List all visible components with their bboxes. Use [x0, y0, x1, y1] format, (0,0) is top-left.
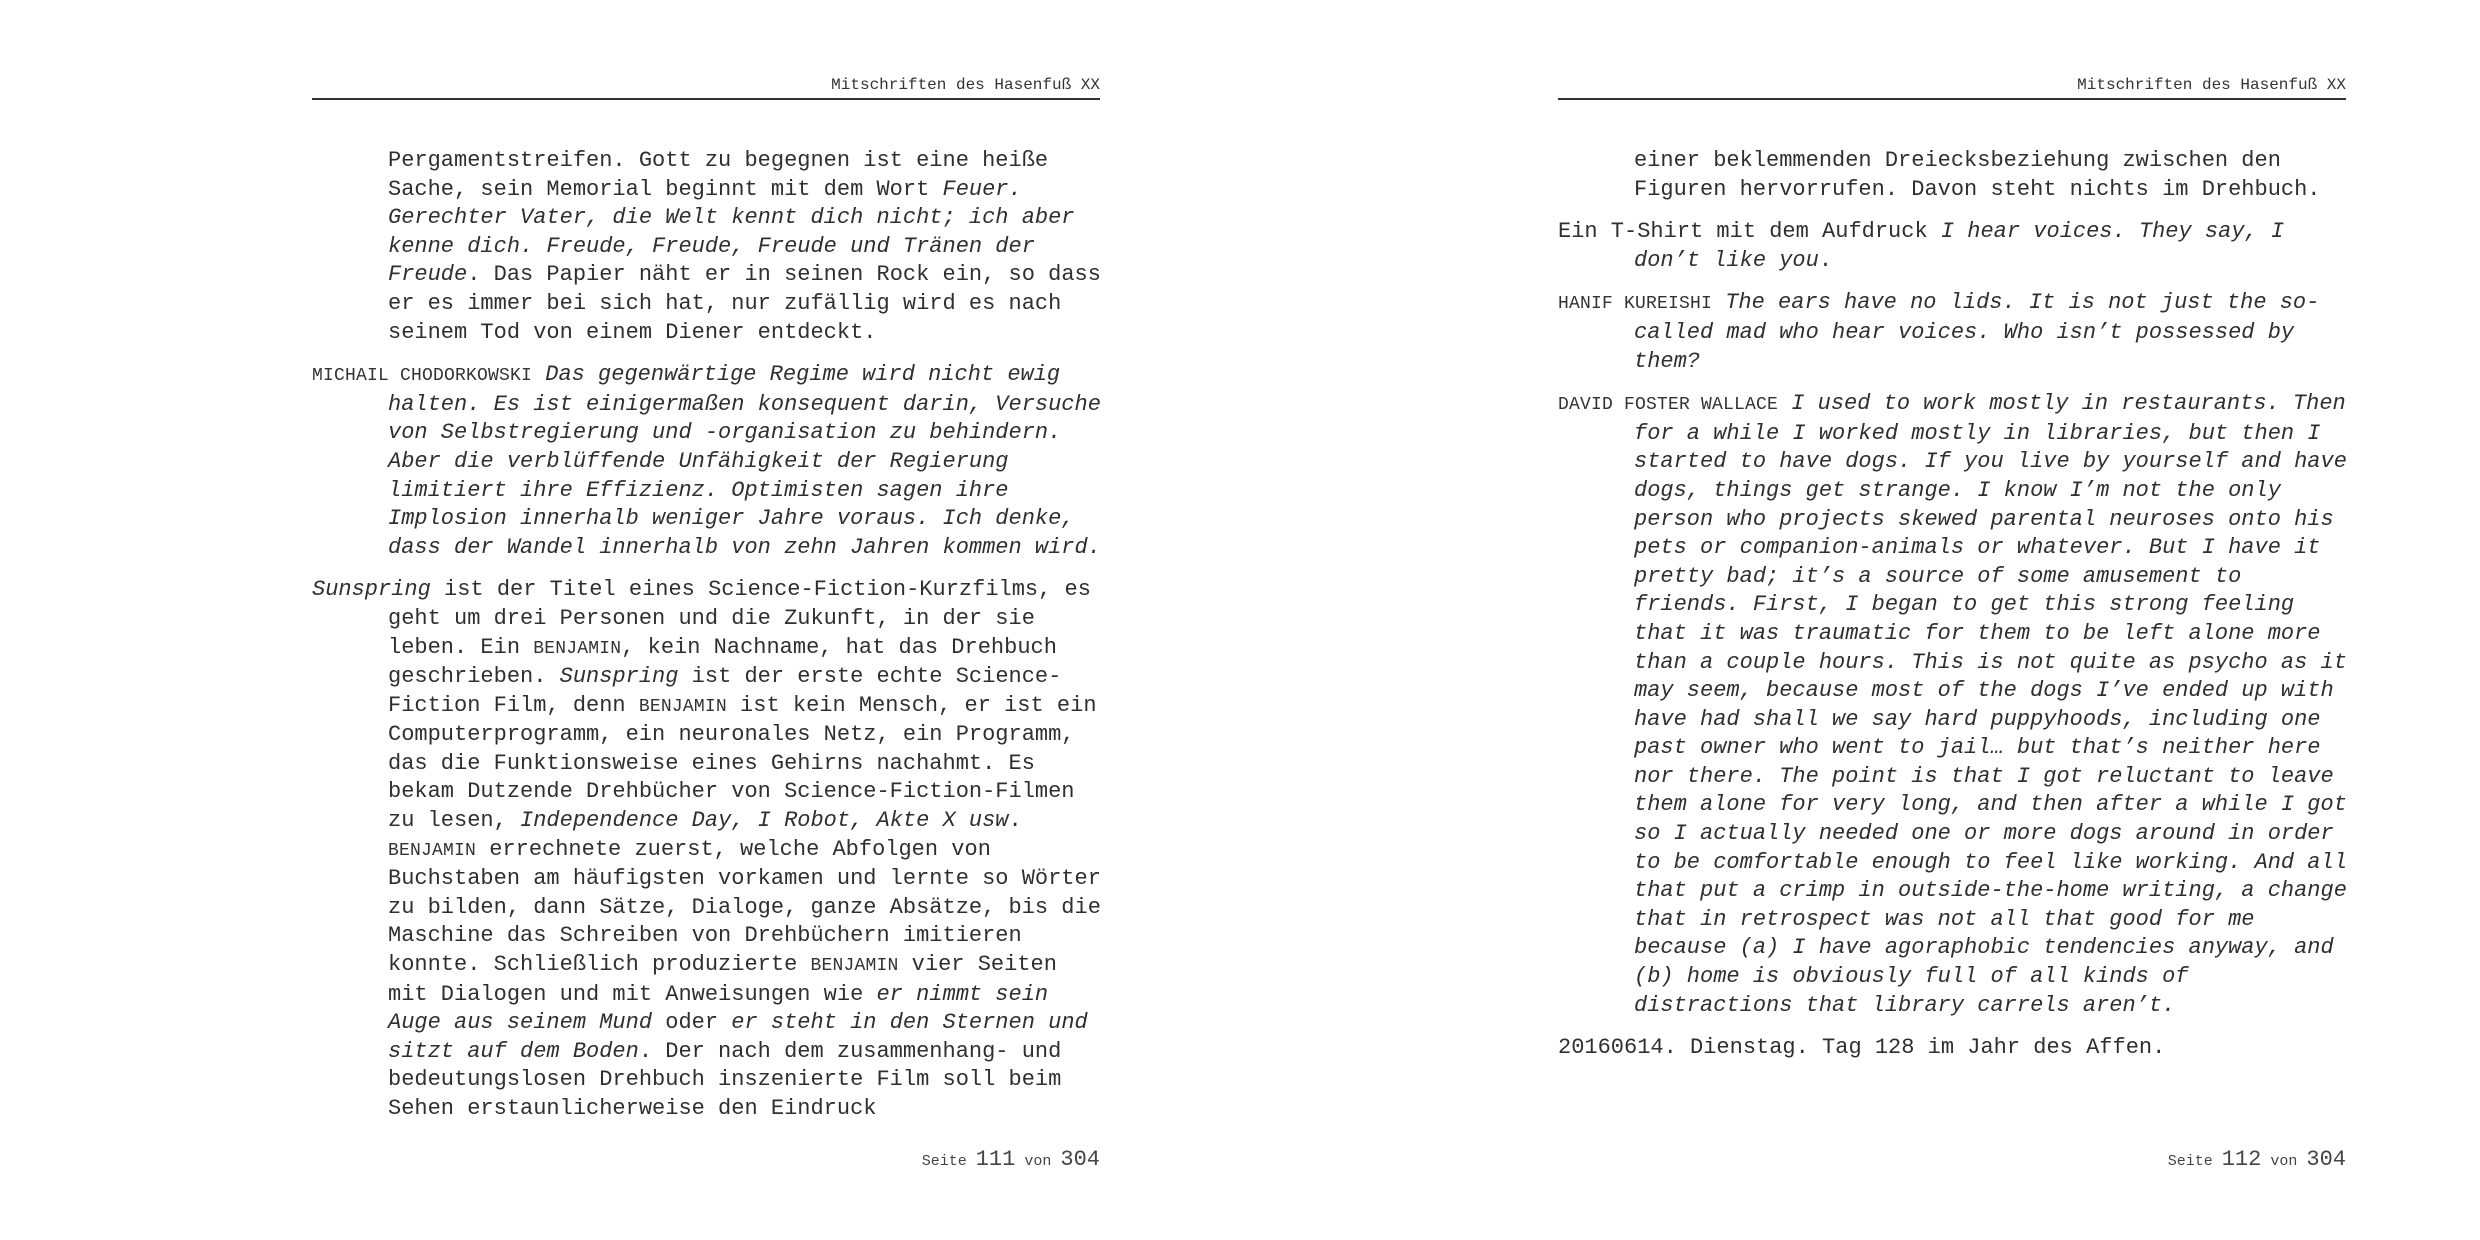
text-run: ist kein Mensch, er ist ein Computerprogramm, ein neuronales Netz, ein Programm, das die Funktionsweise eines Gehirns nachahmt. Es bekam Dutzende Drehbücher von Science-Fiction-Filmen zu lesen,: [388, 692, 1097, 834]
text-run: ist der erste echte Science-Fiction Film, denn: [388, 664, 1062, 718]
text-run: .: [1008, 808, 1022, 834]
running-header: Mitschriften des Hasenfuß XX: [312, 72, 1100, 100]
paragraph-tshirt: [1558, 218, 2348, 275]
name-run: BENJAMIN: [388, 840, 477, 861]
title-run: Sunspring: [559, 664, 679, 690]
text-run: ist der Titel eines Science-Fiction-Kurzfilms, es geht um drei Personen und die Zukunft, in der sie leben. Ein: [388, 577, 1091, 660]
name-run: BENJAMIN: [638, 696, 727, 717]
text-run: . Das Papier näht er in seinen Rock ein, so dass er es immer bei sich hat, nur zufällig wird es nach seinem Tod von einem Diener entdeckt.: [388, 262, 1101, 345]
name-run: BENJAMIN: [810, 956, 899, 977]
text-run: .: [1818, 247, 1833, 273]
quote-run: I hear voices. They say, I don’t like you: [1634, 219, 2285, 273]
quote-run: Feuer. Gerechter Vater, die Welt kennt dich nicht; ich aber kenne dich. Freude, Freude, Freude und Tränen der Freude: [388, 176, 1075, 288]
speaker-name: HANIF KUREISHI: [1558, 294, 1713, 315]
page-total: 304: [2306, 1147, 2346, 1172]
footer-prefix: Seite: [2167, 1153, 2213, 1170]
quote-run: I used to work mostly in restaurants. Then for a while I worked mostly in libraries, but then I started to have dogs. If you live by yourself and have dogs, things get strange. I know I’m not the only person who projects skewed parental neuroses onto his pets or companion-animals or whatever. But I have it pretty bad; it’s a source of some amusement to friends. First, I began to get this strong feeling that it was traumatic for them to be left alone more than a couple hours. This is not quite as psycho as it may seem, because most of the dogs I’ve ended up with have had shall we say hard puppyhoods, including one past owner who went to jail… but that’s neither here nor there. The point is that I got reluctant to leave them alone for very long, and then after a while I got so I actually needed one or more dogs around in order to be comfortable enough to feel like working. And all that put a crimp in outside-the-home writing, a change that in retrospect was not all that good for me because (a) I have agoraphobic tendencies anyway, and (b) home is obviously full of all kinds of distractions that library carrels aren’t.: [1634, 391, 2347, 1018]
paragraph-date-entry: 20160614. Dienstag. Tag 128 im Jahr des Affen.: [1558, 1035, 2166, 1061]
page-number: 112: [2221, 1147, 2262, 1172]
quote-run: er nimmt sein Auge aus seinem Mund: [388, 981, 1049, 1036]
name-run: BENJAMIN: [533, 638, 622, 659]
page-total: 304: [1060, 1147, 1100, 1172]
text-run: Ein T-Shirt mit dem Aufdruck: [1558, 219, 1941, 245]
left-page: [312, 0, 1102, 1240]
footer-prefix: Seite: [921, 1153, 967, 1170]
running-header: Mitschriften des Hasenfuß XX: [1558, 72, 2346, 100]
text-run: . Der nach dem zusammenhang- und bedeutungslosen Drehbuch inszenierte Film soll beim Sehen erstaunlicherweise den Eindruck: [388, 1038, 1062, 1121]
page-number: 111: [975, 1147, 1016, 1172]
text-run: errechnete zuerst, welche Abfolgen von Buchstaben am häufigsten vorkamen und lernte so Wörter zu bilden, dann Sätze, Dialoge, ganze Absätze, bis die Maschine das Schreiben von Drehbüchern imitieren konnte. Schließlich produzierte: [388, 836, 1101, 978]
paragraph-kureishi: [1558, 289, 2348, 376]
title-run: Sunspring: [312, 577, 431, 603]
text-run: Pergamentstreifen. Gott zu begegnen ist eine heiße Sache, sein Memorial beginnt mit dem Wort: [388, 148, 1049, 202]
quote-run: er steht in den Sternen und sitzt auf dem Boden: [388, 1010, 1088, 1064]
paragraph-chodorkowski: [312, 361, 1102, 562]
text-run: , kein Nachname, hat das Drehbuch geschrieben.: [388, 634, 1057, 690]
page-body: [312, 147, 1102, 1138]
page-footer: [922, 1146, 1100, 1176]
quote-run: The ears have no lids. It is not just the so-called mad who hear voices. Who isn’t possessed by them?: [1634, 290, 2320, 374]
paragraph-sunspring: [312, 576, 1102, 1123]
quote-run: Das gegenwärtige Regime wird nicht ewig halten. Es ist einigermaßen konsequent darin, Versuche von Selbstregierung und -organisation zu behindern. Aber die verblüffende Unfähigkeit der Regierung limitiert ihre Effizienz. Optimisten sagen ihre Implosion innerhalb weniger Jahre voraus. Ich denke, dass der Wandel innerhalb von zehn Jahren kommen wird.: [388, 362, 1101, 560]
page-footer: [2168, 1146, 2346, 1176]
text-run: vier Seiten mit Dialogen und mit Anweisungen wie: [388, 952, 1057, 1007]
right-page: [1558, 0, 2348, 1240]
paragraph-foster-wallace: [1558, 390, 2348, 1020]
speaker-name: DAVID FOSTER WALLACE: [1558, 395, 1779, 416]
title-run: Independence Day, I Robot, Akte X usw: [520, 808, 1009, 834]
text-run: oder: [652, 1010, 732, 1036]
paragraph-continued: einer beklemmenden Dreiecksbeziehung zwischen den Figuren hervorrufen. Davon steht nichts im Drehbuch.: [1634, 148, 2321, 202]
footer-of-label: von: [2270, 1153, 2298, 1170]
page-body: [1558, 147, 2348, 1077]
footer-of-label: von: [1024, 1153, 1052, 1170]
paragraph-pascal-memorial: [312, 147, 1102, 347]
speaker-name: MICHAIL CHODORKOWSKI: [312, 366, 533, 387]
